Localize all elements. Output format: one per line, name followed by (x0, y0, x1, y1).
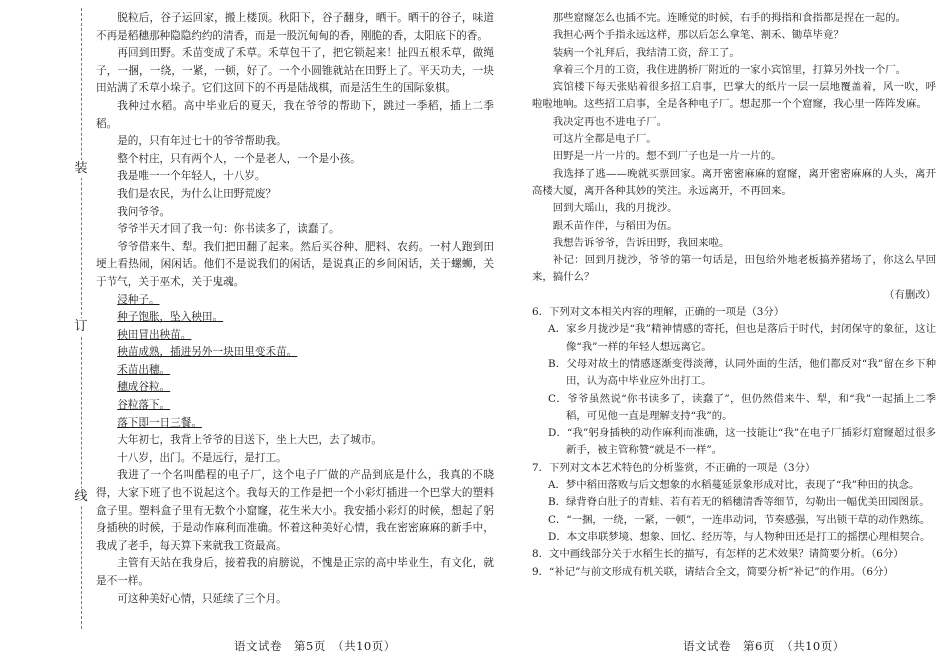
paragraph: 爷爷借来牛、犁。我们把田翻了起来。然后买谷种、肥料、农药。一村人跑到田埂上看热闹，闲闲话。他们不是说我们的闲话，是说真正的乡间闲话，关于螺蛳，关于节气，关于巫术，关于鬼魂。 (96, 240, 494, 288)
paragraph: 可这片全都是电子厂。 (552, 133, 657, 146)
paragraph: 宾馆楼下每天张贴着很多招工启事，巴掌大的纸片一层一层地覆盖着，风一吹，呼啦啦地响。这些招工启事，全是各种电子厂。想起那一个个窟窿，我心里一阵阵发麻。 (532, 81, 936, 111)
paragraph: 我是唯一一个年轻人，十八岁。 (117, 170, 266, 183)
paragraph: 回到大瑶山，我的月拢沙。 (552, 202, 678, 215)
question-8: 8．文中画线部分关于水稻生长的描写，有怎样的艺术效果？请简要分析。（6分） (532, 548, 904, 561)
postscript-paragraph: 补记：回到月拢沙，爷爷的第一句话是，田包给外地老板搞养猪场了，你这么早回来，搞什么？ (532, 254, 936, 284)
question-7-option-a: A．梦中稻田落败与后文想象的水稻蔓延景象形成对比，表现了“我”种田的执念。 (548, 479, 920, 492)
paragraph: 十八岁，出门。不是远行，是打工。 (117, 451, 287, 464)
question-6-option-b: B．父母对故土的情感逐渐变得淡薄，认同外面的生活，他们都反对“我”留在乡下种田，认为高中毕业应外出打工。 (548, 357, 936, 388)
underlined-line: 种子饱胀，坠入秧田。 (117, 311, 224, 324)
paragraph: 那些窟窿怎么也插不完。连睡觉的时候，右手的拇指和食指都是捏在一起的。 (552, 12, 907, 24)
underlined-line: 秧田冒出秧苗。 (117, 328, 192, 341)
question-6: 6．下列对文本相关内容的理解，正确的一项是（3分） (532, 306, 785, 319)
paragraph: 可这种美好心情，只延续了三个月。 (117, 592, 287, 605)
underlined-line: 谷粒落下。 (117, 399, 171, 412)
question-6-option-a: A．家乡月拢沙是“我”精神情感的寄托，但也是落后于时代，封闭保守的象征，这让像“我”一样的年轻人想远离它。 (548, 323, 936, 353)
underlined-line: 穗成谷粒。 (117, 381, 171, 394)
paragraph: 是的，只有年过七十的爷爷帮助我。 (117, 135, 287, 148)
question-7: 7．下列对文本艺术特色的分析鉴赏，不正确的一项是（3分） (532, 461, 816, 474)
question-9: 9．“补记”与前文形成有机关联，请结合全文，简要分析“补记”的作用。（6分） (532, 565, 894, 578)
page-5-column (96, 10, 494, 608)
page-6-column (532, 10, 936, 581)
paragraph: 田野是一片一片的。想不到厂子也是一片一片的。 (552, 150, 782, 163)
question-7-option-c: C．“一捆，一绕，一紧，一顿”，一连串动词，节奏感强，写出锁干草的动作熟练。 (548, 513, 931, 526)
question-7-option-d: D．本文串联梦境、想象、回忆、经历等，与人物种田还是打工的摇摆心理相契合。 (548, 530, 931, 543)
paragraph: 跟禾苗作伴，与稻田为伍。 (552, 219, 678, 232)
question-6-option-c: C．爷爷虽然说“你书读多了，读蠢了”，但仍然借来牛、犁，和“我”一起插上二季稻，可见他一直是理解支持“我”的。 (548, 392, 936, 422)
page-6-footer: 语文试卷 第6页 （共10页） (683, 639, 845, 653)
paragraph: 拿着三个月的工资，我住进鹊桥厂附近的一家小宾馆里，打算另外找一个厂。 (552, 63, 907, 76)
paragraph: 我种过水稻。高中毕业后的夏天，我在爷爷的帮助下，跳过一季稻，插上二季稻。 (96, 99, 494, 130)
paragraph: 我担心两个手指永远这样，那以后怎么拿笔、割禾、锄草毕竟？ (552, 29, 844, 42)
question-7-option-b: B．绿背脊白肚子的青蛙、若有若无的稻穗清香等细节，勾勒出一幅优美田园图景。 (548, 496, 930, 509)
question-6-option-d: D．“我”躬身插秧的动作麻利而准确，这一技能让“我”在电子厂插彩灯窟窿超过很多新手，被主管称赞“就是不一样”。 (548, 427, 936, 457)
paragraph: 主管有天站在我身后，接着我的肩膀说，不愧是正宗的高中毕业生，有文化，就是不一样。 (96, 557, 494, 587)
paragraph: 我们是农民，为什么让田野荒废？ (117, 187, 277, 200)
edit-credit: （有删改） (884, 288, 936, 301)
paragraph: 爷爷半天才回了我一句：你书读多了，读蠢了。 (117, 223, 340, 236)
underlined-line: 浸种子。 (117, 293, 160, 306)
underlined-line: 禾苗出穗。 (117, 363, 171, 376)
binding-char-zhuang: 装 (72, 160, 90, 178)
paragraph: 我进了一个名叫酷程的电子厂，这个电子厂做的产品到底是什么，我真的不晓得，大家下班了也不说起这个。我每天的工作是把一个小彩灯插进一个巴掌大的塑料盒子里。塑料盒子里有无数个小窟窿，花生米大小。我安插小彩灯的时候，想起了躬身插秧的时候，于是动作麻利而准确。怀着这种美好心情，我在密密麻麻的新手中，我成了老手，每天算下来就我工资最高。 (96, 469, 494, 552)
paragraph: 我想告诉爷爷，告诉田野，我回来啦。 (552, 236, 730, 249)
page-5-footer: 语文试卷 第5页 （共10页） (234, 639, 396, 653)
binding-char-ding: 订 (72, 318, 90, 336)
paragraph: 脱粒后，谷子运回家，搬上楼顶。秋阳下，谷子翻身，晒干。晒干的谷子，味道不再是稻穗那种隐隐约约的清香，而是一股沉甸甸的香，刚脆的香，太阳底下的香。 (96, 12, 494, 42)
paragraph: 再回到田野。禾苗变成了禾草。禾草包干了，把它锁起来！扯四五根禾草，做绳子，一捆，一绕，一紧，一顿，好了。一个小圆锥就站在田野上了。平天功夫，一块田站满了禾草小垛子。它们这回下的不再是陆战棋，而是活生生的国际象棋。 (96, 47, 494, 95)
paragraph: 大年初七，我背上爷爷的目送下，坐上大巴，去了城市。 (117, 434, 383, 447)
paragraph: 装病一个礼拜后，我结清工资，辞工了。 (552, 46, 740, 59)
binding-margin (0, 0, 86, 659)
paragraph: 整个村庄，只有两个人，一个是老人，一个是小孩。 (117, 152, 361, 165)
binding-char-xian: 线 (72, 488, 90, 506)
underlined-line: 落下即一日三餐。 (117, 416, 202, 429)
paragraph: 我决定再也不进电子厂。 (552, 115, 668, 128)
paragraph: 我问爷爷。 (117, 205, 171, 218)
underlined-line: 秧苗成熟，插进另外一块田里变禾苗。 (117, 346, 298, 359)
paragraph: 我选择了逃——晚就买票回家。离开密密麻麻的窟窿，离开密密麻麻的人头，离开高楼大厦，离开各种其妙的笑注。永远离开，不再回来。 (532, 167, 936, 197)
